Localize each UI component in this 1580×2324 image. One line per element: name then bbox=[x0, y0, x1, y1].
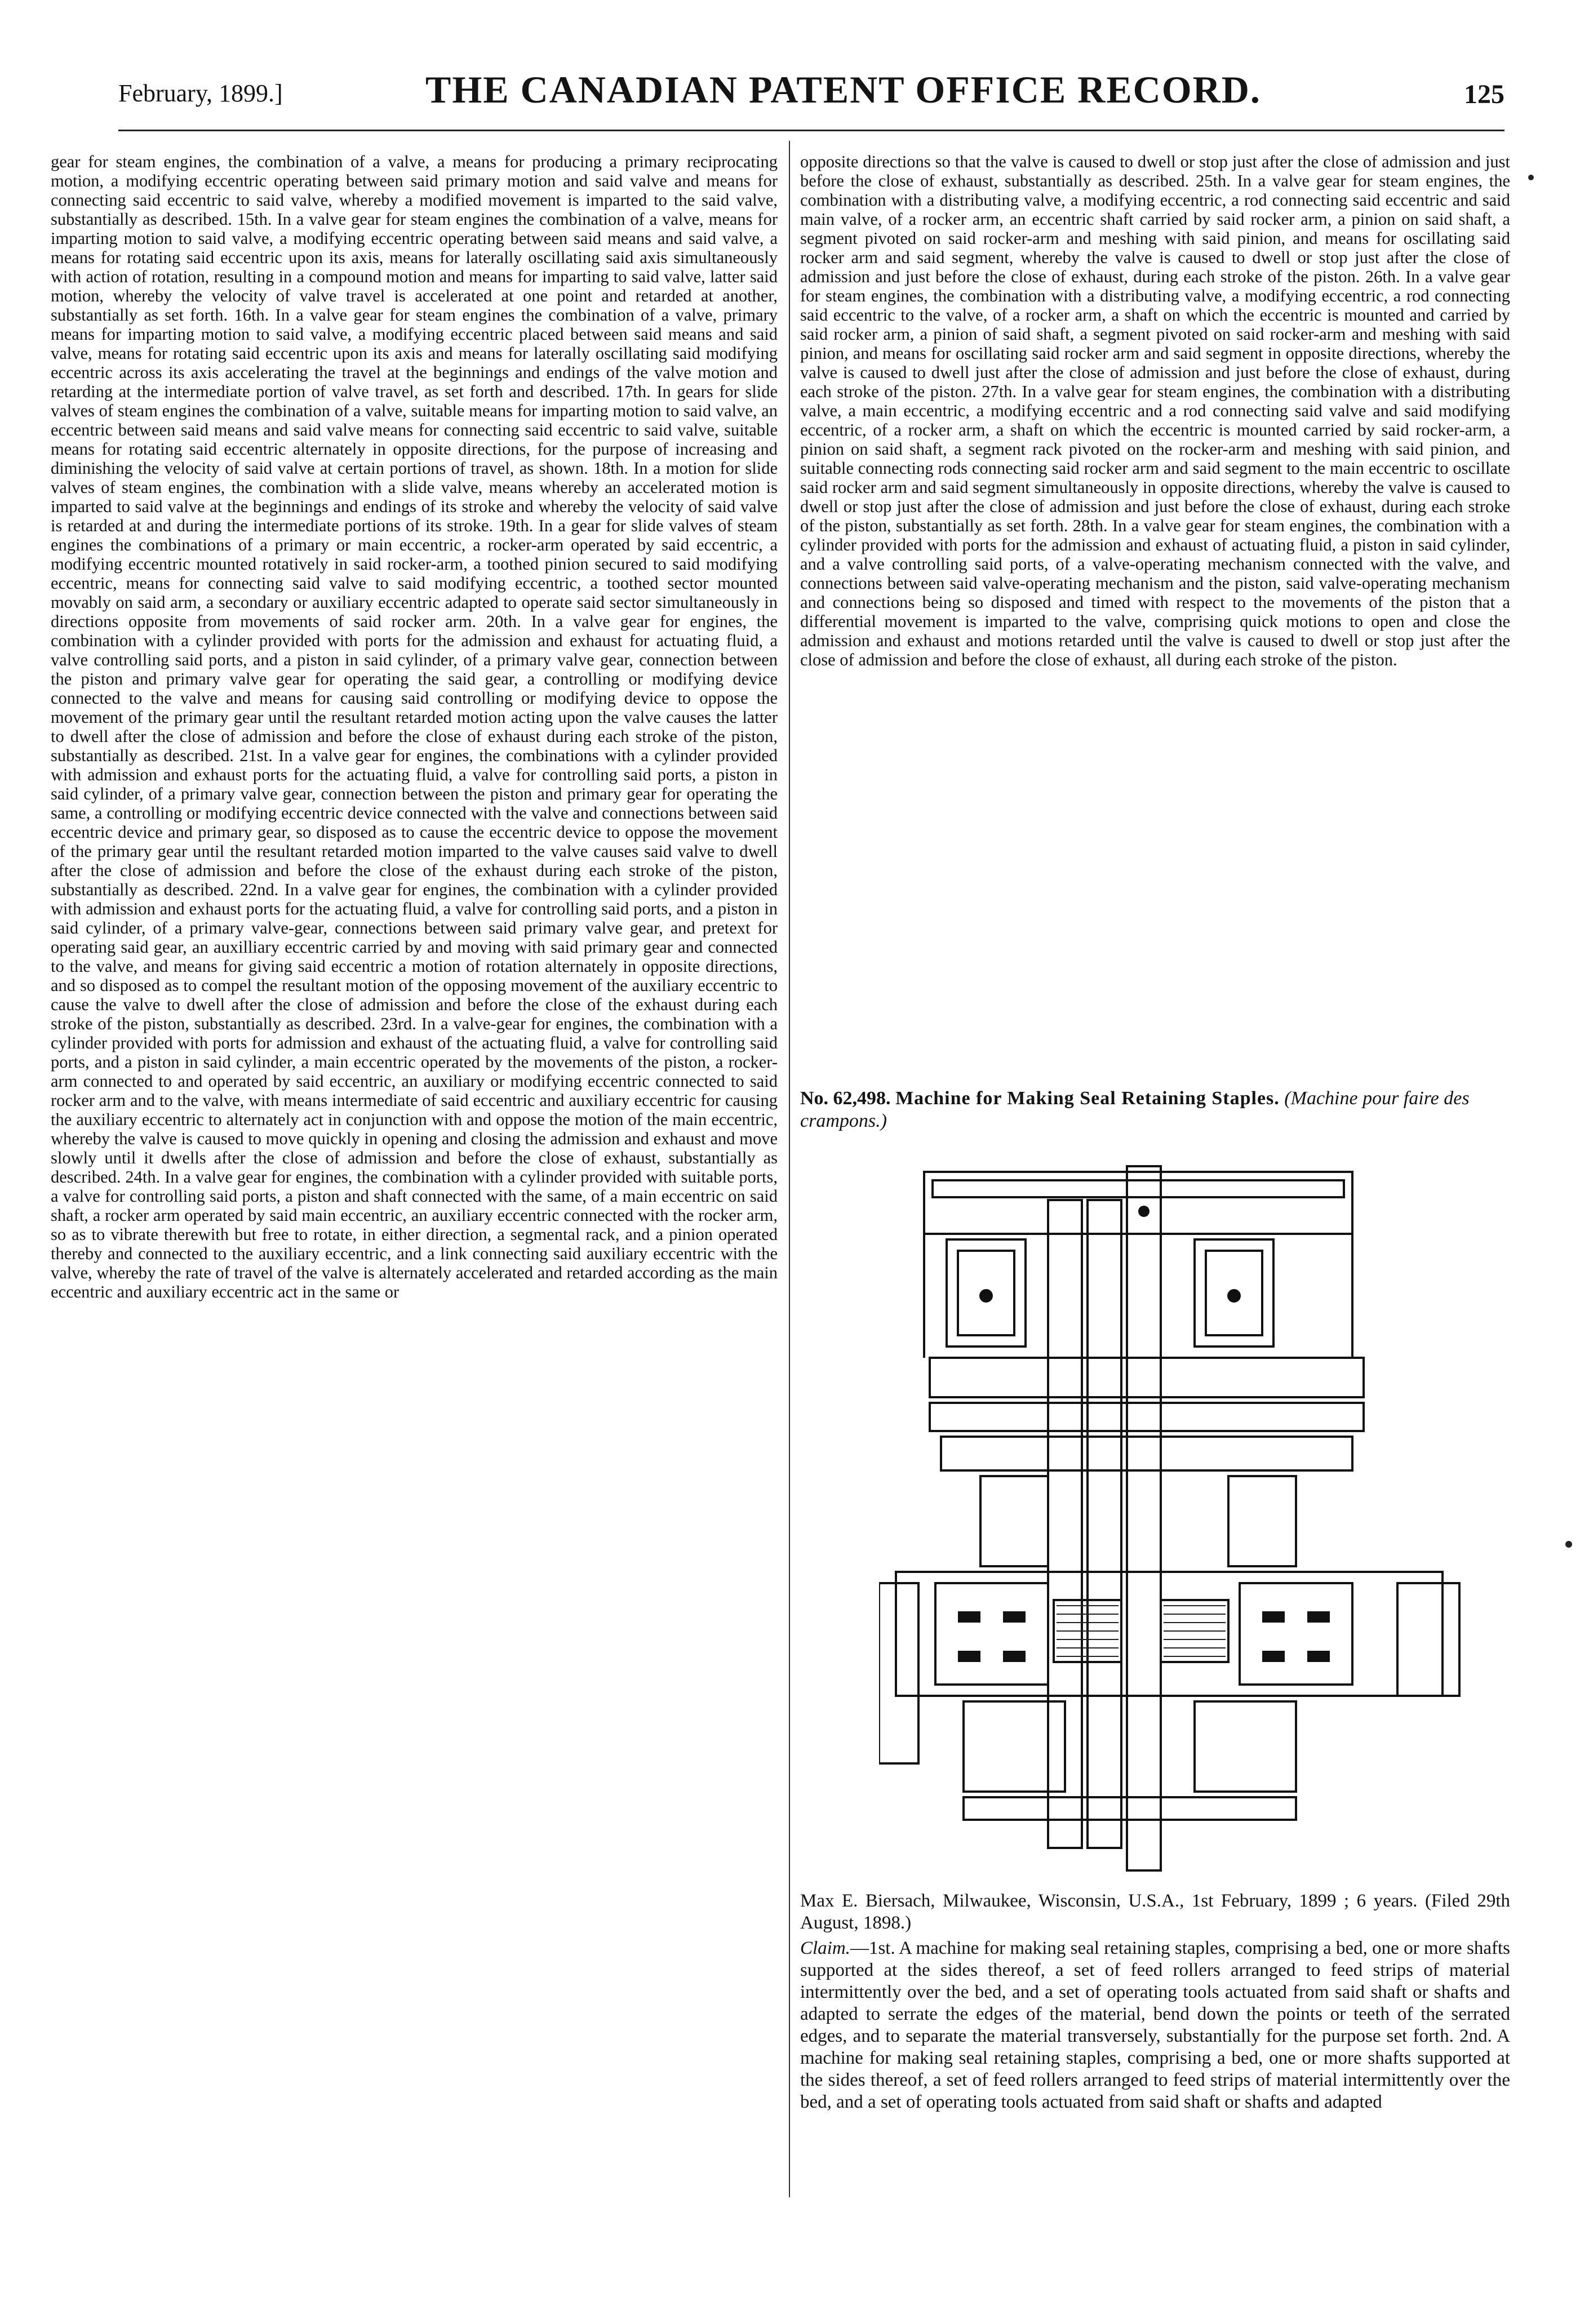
margin-speck bbox=[1528, 175, 1534, 180]
patent-number: No. 62,498. bbox=[800, 1088, 891, 1109]
right-column-text: opposite directions so that the valve is caused to dwell or stop just after the close of admission and just before the close of exhaust, substantially as described. 25th. In a valve gear for steam engines, the combination with a distributing valve, a modifying eccentric, a rod connecting said eccentric and said main valve, of a rocker arm, an eccentric shaft carried by said rocker arm, a pinion on said shaft, a segment pivoted on said rocker-arm and meshing with said pinion, and means for oscillating said rocker arm and said segment, whereby the valve is caused to dwell or stop just after the close of admission and just before the close of exhaust, during each stroke of the piston. 26th. In a valve gear for steam engines, the combination with a distributing valve, a modifying eccentric, a rod connecting said eccentric to the valve, of a rocker arm, a shaft on which the eccentric is mounted and carried by said rocker arm, a pinion of said shaft, a segment pivoted on said rocker-arm and meshing with said pinion, and means for oscillating said rocker arm and said segment in opposite directions, whereby the valve is caused to dwell just after the close of admission and just before the close of exhaust, during each stroke of the piston. 27th. In a valve gear for steam engines, the combination with a distributing valve, a main eccentric, a modifying eccentric and a rod connecting said valve and said modifying eccentric, of a rocker arm, a shaft on which the eccentric is mounted carried by said rocker-arm, a pinion on said shaft, a segment rack pivoted on the rocker-arm and meshing with said pinion, and suitable connecting rods connecting said rocker arm and said segment to the main eccentric to oscillate said rocker arm and said segment simultaneously in opposite directions, whereby the valve is caused to dwell or stop just after the close of admission and just before the close of exhaust, during each stroke of the piston, substantially as set forth. 28th. In a valve gear for steam engines, the combination with a cylinder provided with ports for the admission and exhaust of actuating fluid, a piston in said cylinder, and a valve controlling said ports, of a valve-operating mechanism connected with the valve, and connections between said valve-operating mechanism and the piston, said valve-operating mechanism and connections being so disposed and timed with respect to the movements of the piston that a differential movement is imparted to the valve, comprising quick motions to open and close the admission and exhaust and motions retarded until the valve is caused to dwell or stop just after the close of admission and before the close of exhaust, all during each stroke of the piston. bbox=[800, 152, 1510, 669]
page-header bbox=[118, 68, 1504, 113]
patent-title: Machine for Making Seal Retaining Staples. bbox=[895, 1088, 1280, 1109]
header-date: February, 1899.] bbox=[118, 79, 283, 107]
margin-speck bbox=[1565, 1541, 1572, 1548]
patent-body bbox=[800, 1890, 1510, 2228]
patent-heading bbox=[800, 1087, 1510, 1132]
claim-label: Claim. bbox=[800, 1938, 850, 1958]
patent-french-title: (Machine pour faire des crampons.) bbox=[800, 1088, 1470, 1131]
claim-text: —1st. A machine for making seal retaining staples, comprising a bed, one or more shafts supported at the sides thereof, a set of feed rollers arranged to feed strips of material intermittently over the bed, and a set of operating tools actuated from said shaft or shafts and adapted to serrate the edges of the material, bend down the points or teeth of the serrated edges, and to separate the material transversely, substantially for the purpose set forth. 2nd. A machine for making seal retaining staples, comprising a bed, one or more shafts supported at the sides thereof, a set of feed rollers arranged to feed strips of material intermittently over the bed, and a set of operating tools actuated from said shaft or shafts and adapted bbox=[800, 1938, 1510, 2112]
left-column-text: gear for steam engines, the combination of a valve, a means for producing a primary reciprocating motion, a modifying eccentric operating between said primary motion and said valve and means for connecting said eccentric to said valve, whereby a modified movement is imparted to the said valve, substantially as described. 15th. In a valve gear for steam engines the combination of a valve, means for imparting motion to said valve, a modifying eccentric operating between said means and said valve, a means for rotating said eccentric upon its axis, means for laterally oscillating said axis simultaneously with action of rotation, resulting in a compound motion and means for imparting to said valve, latter said motion, whereby the velocity of valve travel is accelerated at one point and retarded at another, substantially as set forth. 16th. In a valve gear for steam engines the combination of a valve, primary means for imparting motion to said valve, a modifying eccentric placed between said means and said valve, means for rotating said eccentric upon its axis and means for laterally oscillating said modifying eccentric across its axis accelerating the travel at the beginnings and endings of the valve motion and retarding at the intermediate portion of valve travel, as set forth and described. 17th. In gears for slide valves of steam engines the combination of a valve, suitable means for imparting motion to said valve, an eccentric between said means and said valve means for connecting said eccentric to said valve, suitable means for rotating said eccentric alternately in opposite directions, for the purpose of increasing and diminishing the velocity of said valve at certain portions of travel, as shown. 18th. In a motion for slide valves of steam engines, the combination with a slide valve, means whereby an accelerated motion is imparted to said valve at the beginnings and endings of its stroke and whereby the velocity of said valve is retarded at and during the intermediate portions of its stroke. 19th. In a gear for slide valves of steam engines the combinations of a primary or main eccentric, a rocker-arm operated by said eccentric, a modifying eccentric mounted rotatively in said rocker-arm, a toothed pinion secured to said modifying eccentric, means for connecting said valve to said modifying eccentric, a toothed sector mounted movably on said arm, a secondary or auxiliary eccentric adapted to operate said sector simultaneously in directions opposite from movements of said rocker arm. 20th. In a valve gear for engines, the combination with a cylinder provided with ports for the admission and exhaust for actuating fluid, a valve controlling said ports, and a piston in said cylinder, of a primary valve gear, connection between the piston and primary valve gear for operating the said gear, a controlling or modifying device connected to the valve and means for causing said controlling or modifying device to oppose the movement of the primary gear until the resultant retarded motion acting upon the valve causes the latter to dwell after the close of admission and before the close of exhaust during each stroke of the piston, substantially as described. 21st. In a valve gear for engines, the combinations with a cylinder provided with admission and exhaust ports for the actuating fluid, a valve for controlling said ports, a piston in said cylinder, of a primary valve gear, connection between the piston and primary gear for operating the same, a controlling or modifying eccentric device connected with the valve and connections between said eccentric device and primary gear, so disposed as to cause the eccentric device to oppose the movement of the primary gear until the resultant retarded motion imparted to the valve causes said valve to dwell after the close of admission and before the close of the exhaust during each stroke of the piston, substantially as described. 22nd. In a valve gear for engines, the combination with a cylinder provided with admission and exhaust ports for the actuating fluid, a valve for controlling said ports, and a piston in said cylinder, of a primary valve-gear, connections between said primary valve gear, and pretext for operating said gear, an auxilliary eccentric carried by and moving with said primary gear and connected to the valve, and means for giving said eccentric a motion of rotation alternately in opposite directions, and so disposed as to compel the resultant motion of the opposing movement of the auxiliary eccentric to cause the valve to dwell after the close of admission and before the close of the exhaust during each stroke of the piston, substantially as described. 23rd. In a valve-gear for engines, the combination with a cylinder provided with ports for admission and exhaust of the actuating fluid, a valve for controlling said ports, and a piston in said cylinder, a main eccentric operated by the movements of the piston, a rocker-arm connected to and operated by said eccentric, an auxiliary or modifying eccentric connected to said rocker arm and to the valve, with means intermediate of said eccentric and auxiliary eccentric for causing the auxiliary eccentric to alternately act in conjunction with and oppose the motion of the main eccentric, whereby the valve is caused to move quickly in opening and closing the admission and exhaust and move slowly until it dwells after the close of admission and before the close of exhaust, substantially as described. 24th. In a valve gear for engines, the combination with a cylinder provided with suitable ports, a valve for controlling said ports, a piston and shaft connected with the same, of a main eccentric on said shaft, a rocker arm operated by said main eccentric, an auxiliary eccentric connected with the rocker arm, so as to vibrate therewith but free to rotate, in either direction, a segmental rack, and a pinion operated thereby and connected to the auxiliary eccentric, and a link connecting said auxiliary eccentric with the valve, whereby the rate of travel of the valve is alternately accelerated and retarded according as the main eccentric and auxiliary eccentric act in the same or bbox=[51, 152, 778, 1301]
machine-drawing-icon bbox=[879, 1155, 1476, 1882]
header-rule bbox=[118, 130, 1504, 131]
column-divider bbox=[789, 141, 790, 2197]
header-title: THE CANADIAN PATENT OFFICE RECORD. bbox=[425, 68, 1261, 111]
patent-applicant: Max E. Biersach, Milwaukee, Wisconsin, U.S.A., 1st February, 1899 ; 6 years. (Filed 29th August, 1898.) bbox=[800, 1891, 1510, 1933]
page-number: 125 bbox=[1464, 79, 1504, 109]
